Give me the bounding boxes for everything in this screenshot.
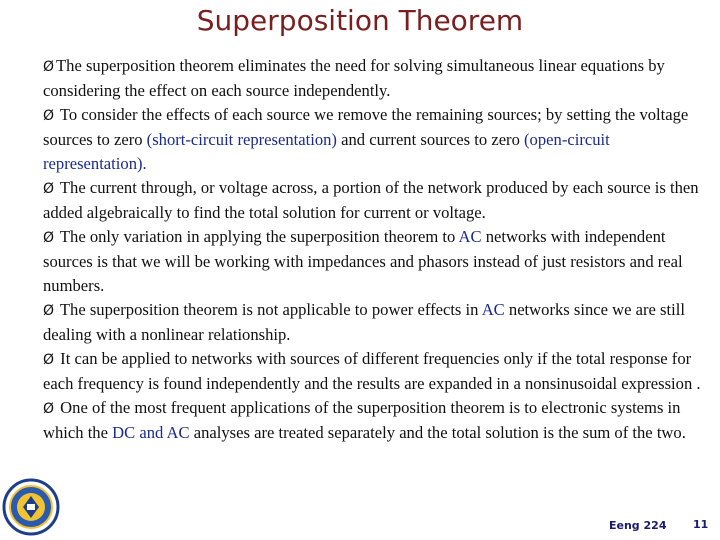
bullet-arrow-icon: Ø bbox=[43, 108, 55, 124]
highlighted-text: DC and AC bbox=[112, 423, 190, 442]
bullet-item bbox=[43, 396, 711, 445]
bullet-text: networks since we are still dealing with a nonlinear relationship. bbox=[43, 300, 685, 344]
bullet-item bbox=[43, 225, 711, 298]
bullet-text: The superposition theorem eliminates the need for solving simultaneous linear equations by considering the effect on each source independently. bbox=[43, 56, 665, 100]
bullet-text: The only variation in applying the superposition theorem to bbox=[56, 227, 459, 246]
bullet-list bbox=[43, 54, 711, 445]
bullet-arrow-icon: Ø bbox=[43, 303, 55, 319]
bullet-arrow-icon: Ø bbox=[43, 230, 55, 246]
footer-course-label: Eeng 224 bbox=[609, 519, 667, 532]
bullet-arrow-icon: Ø bbox=[43, 181, 55, 197]
bullet-text: analyses are treated separately and the total solution is the sum of the two. bbox=[189, 423, 686, 442]
highlighted-text: (short-circuit representation) bbox=[146, 130, 337, 149]
page-number: 11 bbox=[693, 518, 709, 531]
bullet-text: It can be applied to networks with sources of different frequencies only if the total response for each frequency is found independently and the results are expanded in a nonsinusoidal expression . bbox=[43, 349, 701, 393]
university-seal-icon bbox=[2, 478, 60, 536]
highlighted-text: AC bbox=[458, 227, 482, 246]
bullet-text: One of the most frequent applications of the superposition theorem is to electronic systems in which the bbox=[43, 398, 681, 442]
highlighted-text: AC bbox=[481, 300, 505, 319]
highlighted-text: (open-circuit representation). bbox=[43, 130, 610, 173]
bullet-text: and current sources to zero bbox=[336, 130, 525, 149]
slide-title: Superposition Theorem bbox=[196, 4, 524, 37]
bullet-item bbox=[43, 298, 711, 347]
bullet-text: To consider the effects of each source we remove the remaining sources; by setting the voltage sources to zero bbox=[43, 105, 689, 149]
bullet-arrow-icon: Ø bbox=[43, 401, 55, 417]
bullet-text: The superposition theorem is not applicable to power effects in bbox=[56, 300, 482, 319]
bullet-item bbox=[43, 103, 711, 176]
bullet-item bbox=[43, 347, 711, 396]
bullet-text: networks with independent sources is that we will be working with impedances and phasors instead of just resistors and real numbers. bbox=[43, 227, 683, 295]
bullet-text: The current through, or voltage across, a portion of the network produced by each source is then added algebraically to find the total solution for current or voltage. bbox=[43, 178, 699, 222]
bullet-item bbox=[43, 176, 711, 225]
bullet-arrow-icon: Ø bbox=[43, 59, 55, 75]
bullet-arrow-icon: Ø bbox=[43, 352, 55, 368]
bullet-item bbox=[43, 54, 711, 103]
